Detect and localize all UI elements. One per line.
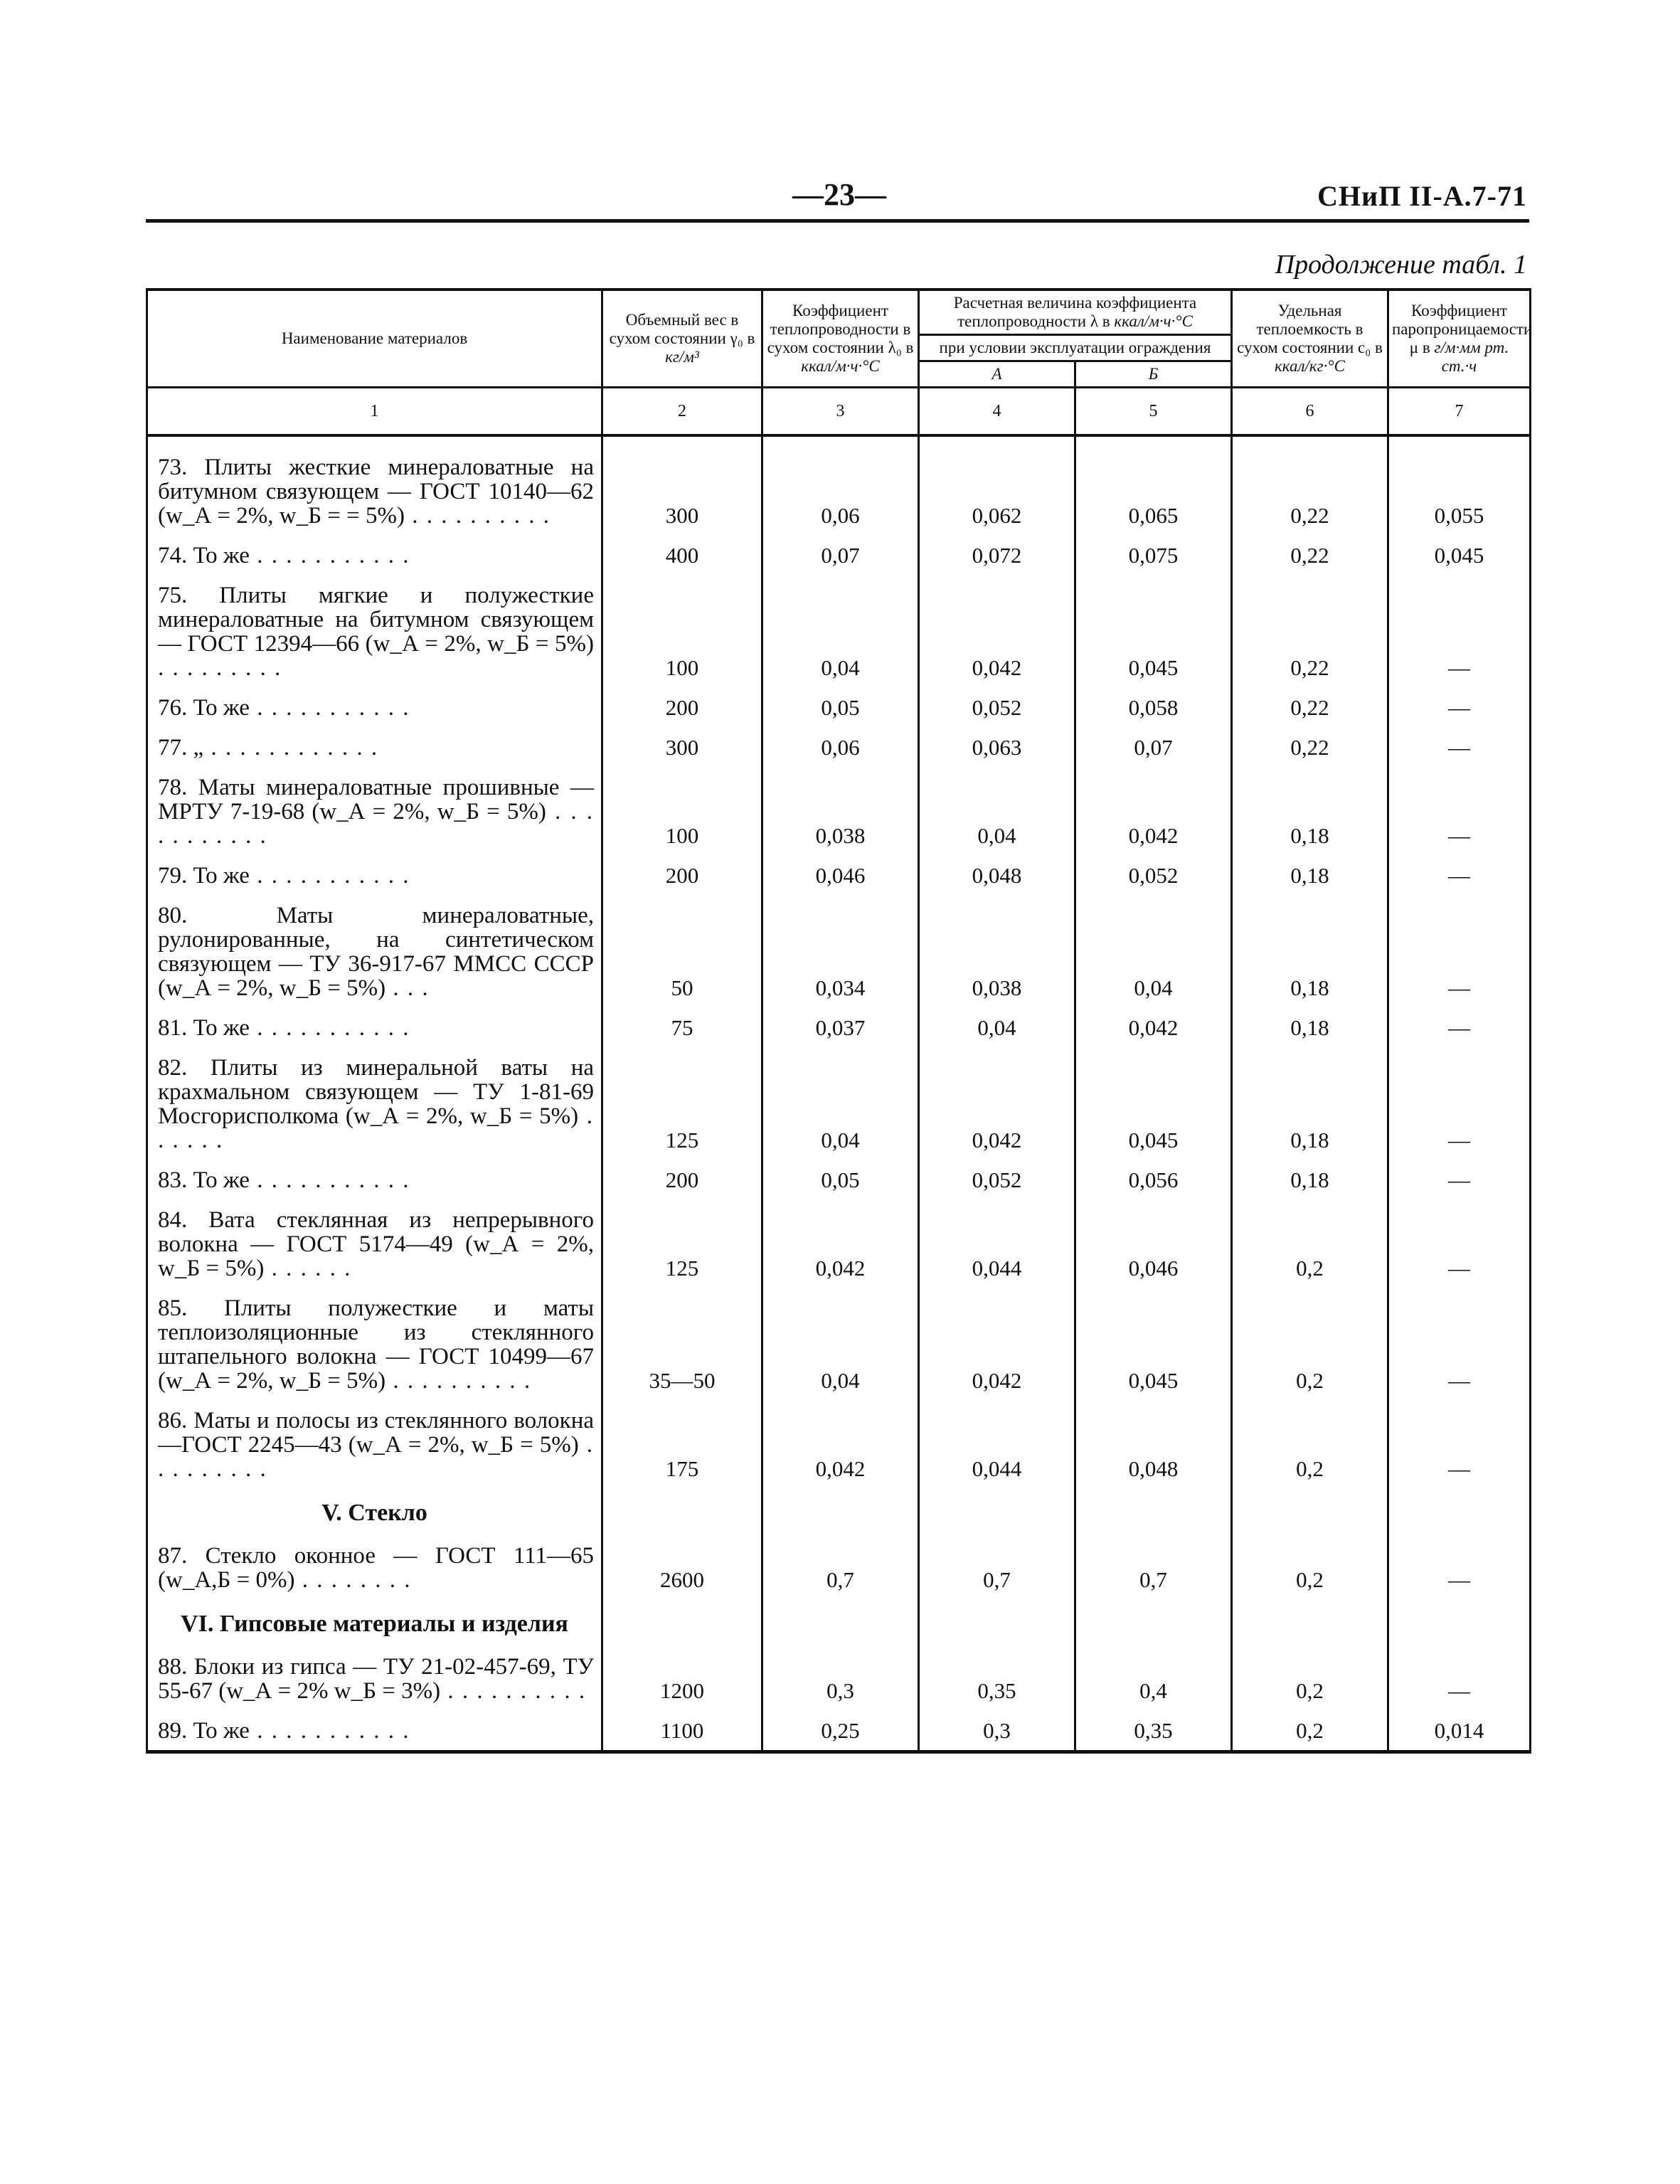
row-spacer (147, 1706, 1531, 1714)
material-name: 74. То же (158, 543, 250, 568)
materials-table-body (147, 451, 1531, 1752)
density-cell: 400 (602, 539, 762, 571)
vapor-permeability-cell: — (1388, 1204, 1531, 1283)
header-material-name: Наименование материалов (147, 290, 602, 388)
table-row (147, 731, 1531, 763)
conductivity-b-cell: 0,065 (1075, 451, 1232, 531)
conductivity-dry-cell: 0,05 (762, 1164, 919, 1195)
heat-capacity-cell: 0,2 (1232, 1714, 1388, 1752)
material-name-cell (147, 451, 602, 531)
conductivity-dry-cell: 0,046 (762, 859, 919, 891)
conductivity-dry-cell: 0,04 (762, 1292, 919, 1396)
conductivity-a-cell: 0,042 (919, 579, 1075, 683)
leader-dots: . . . . . . . . . . . (249, 543, 410, 568)
vapor-permeability-cell: — (1388, 859, 1531, 891)
table-row (147, 899, 1531, 1003)
conductivity-dry-cell: 0,05 (762, 691, 919, 723)
vapor-permeability-cell: — (1388, 1404, 1531, 1484)
heat-capacity-cell: 0,18 (1232, 1164, 1388, 1195)
empty-cell (762, 1603, 919, 1642)
material-name-cell (147, 731, 602, 763)
heat-capacity-cell: 0,18 (1232, 1012, 1388, 1043)
heat-capacity-cell: 0,22 (1232, 731, 1388, 763)
empty-cell (602, 1493, 762, 1531)
material-name-cell (147, 539, 602, 571)
header-density: Объемный вес в сухом состоянии γ₀ в кг/м³ (602, 290, 762, 388)
heat-capacity-cell: 0,2 (1232, 1539, 1388, 1595)
row-spacer (147, 1531, 1531, 1539)
conductivity-a-cell: 0,063 (919, 731, 1075, 763)
material-name: 73. Плиты жесткие минераловатные на битумном связующем — ГОСТ 10140—62 (w_А = 2%, w_Б = = 5%) (158, 455, 594, 529)
heat-capacity-cell: 0,18 (1232, 771, 1388, 851)
conductivity-b-cell: 0,045 (1075, 1292, 1232, 1396)
heat-capacity-cell: 0,2 (1232, 1204, 1388, 1283)
table-row (147, 1650, 1531, 1706)
heat-capacity-cell: 0,2 (1232, 1292, 1388, 1396)
density-cell: 100 (602, 771, 762, 851)
density-cell: 300 (602, 731, 762, 763)
material-name-cell (147, 1650, 602, 1706)
conductivity-dry-cell: 0,25 (762, 1714, 919, 1752)
header-calc-conductivity: Расчетная величина коэффициента теплопроводности λ в ккал/м·ч·°С (919, 290, 1232, 335)
conductivity-a-cell: 0,052 (919, 1164, 1075, 1195)
density-cell: 1200 (602, 1650, 762, 1706)
conductivity-b-cell: 0,045 (1075, 1051, 1232, 1155)
document-code: СНиП II-А.7-71 (1317, 180, 1527, 212)
material-name: 81. То же (158, 1015, 250, 1041)
conductivity-b-cell: 0,045 (1075, 579, 1232, 683)
leader-dots: . . . . . . . . . . . . (203, 735, 379, 760)
material-name-cell (147, 899, 602, 1003)
conductivity-a-cell: 0,038 (919, 899, 1075, 1003)
row-spacer (147, 1155, 1531, 1164)
conductivity-a-cell: 0,052 (919, 691, 1075, 723)
conductivity-b-cell: 0,058 (1075, 691, 1232, 723)
table-row (147, 1404, 1531, 1484)
material-name-cell (147, 1404, 602, 1484)
conductivity-dry-cell: 0,04 (762, 579, 919, 683)
conductivity-b-cell: 0,056 (1075, 1164, 1232, 1195)
conductivity-a-cell: 0,7 (919, 1539, 1075, 1595)
heat-capacity-cell: 0,18 (1232, 1051, 1388, 1155)
density-cell: 200 (602, 691, 762, 723)
density-cell: 75 (602, 1012, 762, 1043)
table-row (147, 1714, 1531, 1752)
heat-capacity-cell: 0,22 (1232, 691, 1388, 723)
section-heading: V. Стекло (147, 1493, 602, 1531)
leader-dots: . . . . . . (158, 1103, 595, 1153)
leader-dots: . . . . . . . . . (158, 655, 282, 681)
leader-dots: . . . . . . . . . . . (249, 863, 410, 889)
table-row (147, 539, 1531, 571)
row-spacer (147, 891, 1531, 899)
material-name: 75. Плиты мягкие и полужесткие минераловатные на битумном связующем— ГОСТ 12394—66 (w_А = 2%, w_Б = 5%) (158, 583, 594, 657)
empty-cell (1075, 1493, 1232, 1531)
vapor-permeability-cell: — (1388, 691, 1531, 723)
heat-capacity-cell: 0,22 (1232, 579, 1388, 683)
leader-dots: . . . . . . . . . . (440, 1678, 587, 1704)
heat-capacity-cell: 0,22 (1232, 451, 1388, 531)
column-number: 1 (147, 388, 602, 436)
materials-table-container (146, 288, 1533, 1754)
empty-cell (1388, 1603, 1531, 1642)
density-cell: 35—50 (602, 1292, 762, 1396)
material-name-cell (147, 859, 602, 891)
vapor-permeability-cell: — (1388, 731, 1531, 763)
header-heat-capacity: Удельная теплоемкость в сухом состоянии c₀ в ккал/кг·°С (1232, 290, 1388, 388)
conductivity-b-cell: 0,042 (1075, 1012, 1232, 1043)
conductivity-dry-cell: 0,07 (762, 539, 919, 571)
empty-cell (762, 1493, 919, 1531)
leader-dots: . . . . . . . . . . . (249, 695, 410, 721)
conductivity-dry-cell: 0,042 (762, 1204, 919, 1283)
row-spacer (147, 1043, 1531, 1051)
vapor-permeability-cell: — (1388, 1292, 1531, 1396)
vapor-permeability-cell: — (1388, 899, 1531, 1003)
table-row (147, 1292, 1531, 1396)
column-number: 3 (762, 388, 919, 436)
column-number: 2 (602, 388, 762, 436)
density-cell: 1100 (602, 1714, 762, 1752)
conductivity-b-cell: 0,042 (1075, 771, 1232, 851)
materials-table (146, 288, 1531, 1754)
table-row (147, 1204, 1531, 1283)
heat-capacity-cell: 0,2 (1232, 1650, 1388, 1706)
table-continuation-label: Продолжение табл. 1 (1275, 250, 1527, 280)
conductivity-a-cell: 0,044 (919, 1404, 1075, 1484)
table-row (147, 579, 1531, 683)
leader-dots: . . . . . . . . . . . (249, 1718, 410, 1744)
conductivity-b-cell: 0,04 (1075, 899, 1232, 1003)
conductivity-dry-cell: 0,038 (762, 771, 919, 851)
conductivity-a-cell: 0,042 (919, 1051, 1075, 1155)
heat-capacity-cell: 0,2 (1232, 1404, 1388, 1484)
material-name-cell (147, 1714, 602, 1752)
material-name-cell (147, 579, 602, 683)
vapor-permeability-cell: 0,014 (1388, 1714, 1531, 1752)
material-name: 85. Плиты полужесткие и маты теплоизоляционные из стеклянного штапельного волокна — ГОСТ 10499—67 (w_А = 2%, w_Б = 5%) (158, 1295, 594, 1394)
material-name: 77. „ (158, 735, 204, 760)
conductivity-dry-cell: 0,3 (762, 1650, 919, 1706)
material-name-cell (147, 691, 602, 723)
table-row (147, 771, 1531, 851)
header-rule (146, 219, 1529, 223)
table-row (147, 1164, 1531, 1195)
conductivity-a-cell: 0,062 (919, 451, 1075, 531)
column-number: 5 (1075, 388, 1232, 436)
conductivity-dry-cell: 0,04 (762, 1051, 919, 1155)
header-condition-a: А (919, 361, 1075, 388)
material-name: 83. То же (158, 1167, 250, 1193)
table-row (147, 859, 1531, 891)
conductivity-dry-cell: 0,042 (762, 1404, 919, 1484)
conductivity-b-cell: 0,052 (1075, 859, 1232, 891)
material-name-cell (147, 1292, 602, 1396)
material-name-cell (147, 1012, 602, 1043)
table-row (147, 451, 1531, 531)
table-row (147, 1051, 1531, 1155)
row-spacer (147, 683, 1531, 691)
leader-dots: . . . . . . . . . . . (249, 1015, 410, 1041)
density-cell: 125 (602, 1051, 762, 1155)
row-spacer (147, 763, 1531, 771)
material-name: 78. Маты минераловатные прошивные — МРТУ 7-19-68 (w_А = 2%, w_Б = 5%) (158, 775, 594, 825)
material-name: 84. Вата стеклянная из непрерывного волокна — ГОСТ 5174—49 (w_А = 2%, w_Б = 5%) (158, 1207, 594, 1281)
material-name-cell (147, 1164, 602, 1195)
header-condition-b: Б (1075, 361, 1232, 388)
material-name-cell (147, 1539, 602, 1595)
header-operating-conditions: при условии эксплуатации ограждения (919, 335, 1232, 361)
table-row (147, 1539, 1531, 1595)
density-cell: 50 (602, 899, 762, 1003)
conductivity-dry-cell: 0,06 (762, 451, 919, 531)
conductivity-b-cell: 0,048 (1075, 1404, 1232, 1484)
conductivity-dry-cell: 0,06 (762, 731, 919, 763)
row-spacer (147, 571, 1531, 579)
material-name: 87. Стекло оконное — ГОСТ 111—65 (w_А,Б = 0%) (158, 1543, 594, 1593)
conductivity-b-cell: 0,4 (1075, 1650, 1232, 1706)
vapor-permeability-cell: — (1388, 579, 1531, 683)
leader-dots: . . . . . . . . . . (386, 1368, 532, 1394)
heat-capacity-cell: 0,18 (1232, 899, 1388, 1003)
vapor-permeability-cell: 0,045 (1388, 539, 1531, 571)
empty-cell (1232, 1493, 1388, 1531)
header-vapor-permeability: Коэффициент паропроницаемости μ в г/м·мм рт. ст.·ч (1388, 290, 1531, 388)
vapor-permeability-cell: — (1388, 1012, 1531, 1043)
table-row (147, 691, 1531, 723)
empty-cell (919, 1493, 1075, 1531)
column-number: 6 (1232, 388, 1388, 436)
row-spacer (147, 1283, 1531, 1292)
section-heading: VI. Гипсовые материалы и изделия (147, 1603, 602, 1642)
table-row (147, 1012, 1531, 1043)
conductivity-a-cell: 0,35 (919, 1650, 1075, 1706)
density-cell: 175 (602, 1404, 762, 1484)
empty-cell (602, 1603, 762, 1642)
empty-cell (919, 1603, 1075, 1642)
conductivity-a-cell: 0,044 (919, 1204, 1075, 1283)
conductivity-a-cell: 0,04 (919, 771, 1075, 851)
vapor-permeability-cell: — (1388, 1164, 1531, 1195)
empty-cell (1388, 1493, 1531, 1531)
header-conductivity-dry: Коэффициент теплопроводности в сухом состоянии λ₀ в ккал/м·ч·°С (762, 290, 919, 388)
material-name: 89. То же (158, 1718, 250, 1744)
empty-cell (1232, 1603, 1388, 1642)
heat-capacity-cell: 0,22 (1232, 539, 1388, 571)
leader-dots: . . . (386, 975, 430, 1001)
row-spacer (147, 1195, 1531, 1204)
conductivity-a-cell: 0,3 (919, 1714, 1075, 1752)
conductivity-a-cell: 0,042 (919, 1292, 1075, 1396)
density-cell: 300 (602, 451, 762, 531)
material-name-cell (147, 1051, 602, 1155)
vapor-permeability-cell: 0,055 (1388, 451, 1531, 531)
conductivity-b-cell: 0,35 (1075, 1714, 1232, 1752)
density-cell: 125 (602, 1204, 762, 1283)
leader-dots: . . . . . . . . . . . (158, 799, 594, 849)
density-cell: 100 (602, 579, 762, 683)
row-spacer (147, 723, 1531, 731)
section-heading-row (147, 1493, 1531, 1531)
conductivity-b-cell: 0,075 (1075, 539, 1232, 571)
material-name: 79. То же (158, 863, 250, 889)
vapor-permeability-cell: — (1388, 1539, 1531, 1595)
row-spacer (147, 1003, 1531, 1012)
leader-dots: . . . . . . . . (294, 1567, 412, 1593)
conductivity-b-cell: 0,046 (1075, 1204, 1232, 1283)
material-name: 76. То же (158, 695, 250, 721)
leader-dots: . . . . . . . . . . (404, 503, 551, 529)
empty-cell (1075, 1603, 1232, 1642)
row-spacer (147, 531, 1531, 539)
vapor-permeability-cell: — (1388, 771, 1531, 851)
conductivity-a-cell: 0,048 (919, 859, 1075, 891)
page-number: —23— (792, 177, 886, 212)
material-name: 88. Блоки из гипса — ТУ 21-02-457-69, ТУ 55-67 (w_А = 2% w_Б = 3%) (158, 1654, 594, 1704)
conductivity-a-cell: 0,04 (919, 1012, 1075, 1043)
leader-dots: . . . . . . . . . (158, 1432, 594, 1482)
column-number: 4 (919, 388, 1075, 436)
material-name: 80. Маты минераловатные, рулонированные, на синтетическом связующем — ТУ 36-917-67 ММСС СССР (w_А = 2%, w_Б = 5%) (158, 903, 594, 1001)
row-spacer (147, 851, 1531, 859)
density-cell: 200 (602, 859, 762, 891)
leader-dots: . . . . . . (264, 1256, 352, 1281)
conductivity-a-cell: 0,072 (919, 539, 1075, 571)
material-name-cell (147, 771, 602, 851)
vapor-permeability-cell: — (1388, 1051, 1531, 1155)
conductivity-dry-cell: 0,034 (762, 899, 919, 1003)
density-cell: 2600 (602, 1539, 762, 1595)
material-name: 82. Плиты из минеральной ваты на крахмальном связующем — ТУ 1-81-69 Мосгорисполкома (w_А = 2%, w_Б = 5%) (158, 1055, 594, 1129)
heat-capacity-cell: 0,18 (1232, 859, 1388, 891)
column-number: 7 (1388, 388, 1531, 436)
leader-dots: . . . . . . . . . . . (249, 1167, 410, 1193)
row-spacer (147, 1642, 1531, 1650)
row-spacer (147, 1484, 1531, 1493)
section-heading-row (147, 1603, 1531, 1642)
density-cell: 200 (602, 1164, 762, 1195)
conductivity-dry-cell: 0,037 (762, 1012, 919, 1043)
conductivity-b-cell: 0,7 (1075, 1539, 1232, 1595)
row-spacer (147, 1595, 1531, 1603)
conductivity-b-cell: 0,07 (1075, 731, 1232, 763)
material-name: 86. Маты и полосы из стеклянного волокна—ГОСТ 2245—43 (w_А = 2%, w_Б = 5%) (158, 1408, 594, 1458)
conductivity-dry-cell: 0,7 (762, 1539, 919, 1595)
vapor-permeability-cell: — (1388, 1650, 1531, 1706)
row-spacer (147, 1396, 1531, 1404)
material-name-cell (147, 1204, 602, 1283)
